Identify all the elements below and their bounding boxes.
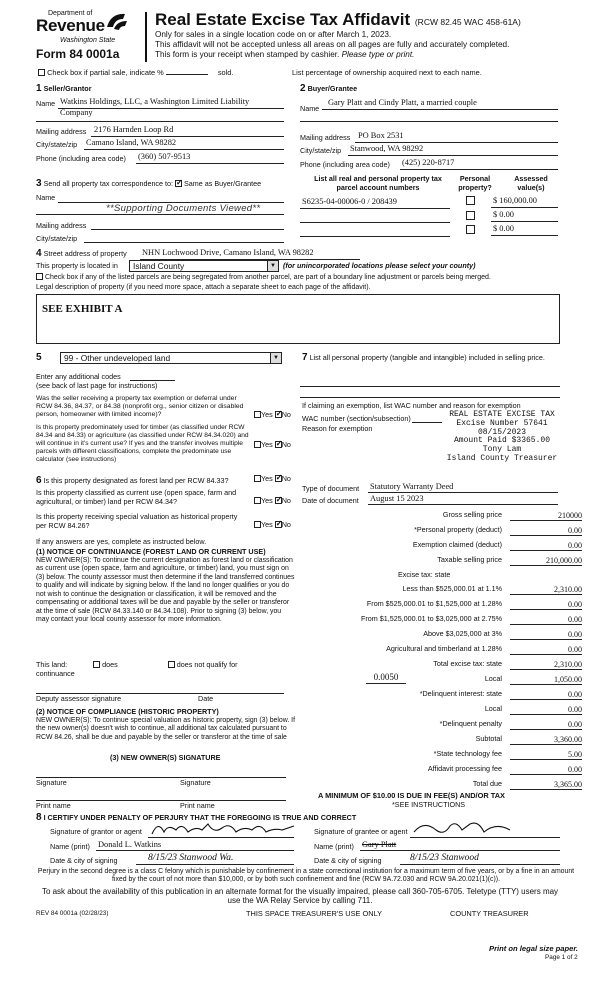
historic-yes-no: Yes ✓ No	[254, 521, 291, 530]
form-title: Real Estate Excise Tax Affidavit (RCW 82.45 WAC 458-61A)	[155, 10, 521, 29]
new-owner-signature-title: (3) NEW OWNER(S) SIGNATURE	[110, 753, 221, 762]
current-use-yes-checkbox[interactable]	[254, 497, 261, 504]
agency-logo-text: Revenue	[36, 16, 105, 35]
partial-sale-checkbox[interactable]	[38, 69, 45, 76]
buyer-name-line	[322, 109, 558, 110]
minimum-note: A MINIMUM OF $10.00 IS DUE IN FEE(S) AND/OR TAX	[318, 791, 505, 800]
seller-name-label: Name	[36, 99, 56, 108]
ownership-note: List percentage of ownership acquired next to each name.	[292, 68, 482, 77]
personal-property-header: Personal property?	[458, 174, 492, 192]
historic-no-checkbox[interactable]	[275, 521, 282, 528]
segregation-row: Check box if any of the listed parcels are being segregated from another parcel, are part of a boundary line adjustment or parcels being merged.	[36, 273, 491, 282]
tier-value[interactable]: 0.00	[510, 645, 582, 655]
tier-row: From $1,525,000.01 to $3,025,000 at 2.75% 0.00	[360, 614, 582, 624]
seller-name-2[interactable]: Company	[60, 108, 93, 117]
current-use-yes-no: Yes ✓ No	[254, 497, 291, 506]
county-select[interactable]: Island County ▼	[129, 260, 279, 272]
seller-city-line	[84, 149, 284, 150]
parcel-number[interactable]: S6235-04-00006-0 / 208439	[302, 197, 397, 206]
calc-value[interactable]: 0.00	[510, 705, 582, 715]
buyer-city-label: City/state/zip	[300, 146, 342, 155]
rev-number: REV 84 0001a (02/28/23)	[36, 910, 109, 917]
personal-property-checkbox-2[interactable]	[466, 211, 475, 220]
total-due[interactable]: 3,365.00	[510, 780, 582, 790]
see-instructions: *SEE INSTRUCTIONS	[392, 800, 466, 809]
tier-value[interactable]: 0.00	[510, 615, 582, 625]
reason-label: Reason for exemption	[302, 424, 373, 433]
land-use-select[interactable]: 99 - Other undeveloped land ▼	[60, 352, 282, 364]
supporting-docs-stamp: **Supporting Documents Viewed**	[106, 203, 261, 214]
seller-mailing-line	[91, 136, 284, 137]
grantor-name-label: Name (print)	[50, 842, 90, 851]
segregation-checkbox[interactable]	[36, 273, 43, 280]
stamp-line: Excise Number 57641	[456, 418, 548, 428]
notice-compliance-title: (2) NOTICE OF COMPLIANCE (HISTORIC PROPERTY)	[36, 707, 219, 716]
calc-row: *Delinquent penalty 0.00	[439, 719, 582, 729]
buyer-city-line	[348, 155, 558, 156]
calc-row: Gross selling price 210000	[442, 510, 582, 520]
stamp-line: Tony Lam	[482, 445, 522, 455]
doc-type-label: Type of document	[302, 484, 360, 493]
gross-selling-price[interactable]: 210000	[510, 511, 582, 521]
sec3-name-label: Name	[36, 193, 56, 202]
wac-line	[412, 422, 442, 423]
deputy-label: Deputy assessor signature	[36, 694, 122, 703]
stamp-line: REAL ESTATE EXCISE TAX	[449, 410, 555, 419]
buyer-mailing-line	[355, 142, 558, 143]
wac-number-label: WAC number (section/subsection)	[302, 414, 411, 423]
perjury-notice: Perjury in the second degree is a class C felony which is punishable by confinement in a state correctional institution for a maximum term of five years, or by a fine in an amount fixed by the court of not more than $10,000, or by both such confinement and fine (RCW 9A.72.030 and RCW 9A.20.021(1)(c)).	[37, 868, 575, 883]
does-not-qualify-checkbox[interactable]	[168, 661, 175, 668]
certify-heading: 8 I CERTIFY UNDER PENALTY OF PERJURY THAT THE FOREGOING IS TRUE AND CORRECT	[36, 812, 357, 823]
personal-property-checkbox-3[interactable]	[466, 225, 475, 234]
current-use-no-checkbox[interactable]	[275, 497, 282, 504]
header-line1: Only for sales in a single location code on or after March 1, 2023.	[155, 30, 392, 39]
parcel-line-1	[300, 208, 450, 209]
legal-paper-note: Print on legal size paper.	[489, 944, 579, 953]
grantee-signature-line	[410, 837, 560, 838]
seller-city[interactable]: Camano Island, WA 98282	[86, 138, 177, 147]
assessed-value-2[interactable]: $ 0.00	[493, 210, 514, 219]
legal-description-label: Legal description of property (if you need more space, attach a separate sheet to each page of the affidavit).	[36, 284, 371, 291]
tier-row: From $525,000.01 to $1,525,000 at 1.28% 0.00	[366, 599, 582, 609]
grantor-date-city[interactable]: 8/15/23 Stanwood Wa.	[148, 853, 234, 863]
doc-date[interactable]: August 15 2023	[370, 494, 424, 503]
exemption-no-checkbox[interactable]	[275, 411, 282, 418]
deputy-date-label: Date	[198, 694, 214, 703]
owner-signature-label-1: Signature	[36, 778, 67, 787]
county-treasurer-label: COUNTY TREASURER	[450, 909, 529, 918]
excise-state-label: Excise tax: state	[398, 570, 451, 579]
exemption-yes-checkbox[interactable]	[254, 411, 261, 418]
page-number: Page 1 of 2	[545, 954, 578, 961]
taxable-selling-price[interactable]: 210,000.00	[510, 556, 582, 566]
seller-mailing[interactable]: 2176 Harnden Loop Rd	[94, 125, 174, 134]
treasurer-use-label: THIS SPACE TREASURER'S USE ONLY	[246, 909, 383, 918]
notice-continuance-title: (1) NOTICE OF CONTINUANCE (FOREST LAND OR CURRENT USE)	[36, 547, 266, 556]
sec3-city-label: City/state/zip	[36, 234, 78, 243]
calc-row: *State technology fee 5.00	[433, 749, 582, 759]
tier-value[interactable]: 0.00	[510, 630, 582, 640]
sec3-mailing-line	[91, 229, 284, 230]
grantor-signature-label: Signature of grantor or agent	[50, 827, 142, 836]
dropdown-arrow-icon: ▼	[267, 261, 278, 271]
grantor-date-line	[136, 864, 294, 865]
sec3-mailing-label: Mailing address	[36, 221, 87, 230]
grantor-name[interactable]: Donald L. Watkins	[98, 840, 162, 849]
buyer-phone[interactable]: (425) 220-8717	[402, 158, 455, 167]
buyer-city[interactable]: Stanwood, WA 98292	[350, 144, 424, 153]
grantor-signature-line	[148, 837, 294, 838]
grantee-name[interactable]: Gary Platt	[362, 840, 397, 849]
seller-phone-label: Phone (including area code)	[36, 154, 126, 163]
calc-row: Taxable selling price 210,000.00	[437, 555, 582, 565]
exemption-deduct[interactable]: 0.00	[510, 541, 582, 551]
buyer-heading: 2 Buyer/Grantee	[300, 83, 358, 94]
subtotal[interactable]: 3,360.00	[510, 735, 582, 745]
grantor-name-line	[96, 850, 294, 851]
parcel-line-2	[300, 222, 450, 223]
local-rate[interactable]: 0.0050	[366, 672, 406, 684]
assessed-value-1[interactable]: $ 160,000.00	[493, 196, 537, 205]
header-divider	[145, 12, 147, 62]
county-note: (for unincorporated locations please select your county)	[283, 261, 476, 270]
correspondence-row: 3 Send all property tax correspondence to: ✓ Same as Buyer/Grantee	[36, 178, 261, 190]
treasurer-receipt-stamp	[440, 411, 564, 464]
tier-row: Less than $525,000.01 at 1.1% 2,310.00	[402, 584, 582, 594]
current-use-question: Is this property classified as current use (open space, farm and agricultural, or timber) land per RCW 84.34?	[36, 488, 237, 506]
forest-no-checkbox[interactable]	[275, 475, 282, 482]
seller-name[interactable]: Watkins Holdings, LLC, a Washington Limited Liability	[60, 97, 250, 106]
timber-question: Is this property predominately used for timber (as classified under RCW 84.34 and 84.33) or agriculture (as classified under RCW 84.34.020) and will continue in it's current use? If yes and the transfer involves multiple parcels with different classifications, complete the predominate use calculator (see instructions)	[36, 424, 249, 463]
calc-row: Local 0.00	[484, 704, 582, 714]
grantee-date-label: Date & city of signing	[314, 856, 382, 865]
owner-signature-label-2: Signature	[180, 778, 211, 787]
seller-name-line-2	[36, 121, 284, 122]
seller-heading: 1 Seller/Grantor	[36, 83, 92, 94]
assessed-value-header: Assessed value(s)	[514, 174, 548, 192]
seller-mailing-label: Mailing address	[36, 127, 87, 136]
tier-row: Agricultural and timberland at 1.28% 0.00	[386, 644, 582, 654]
doc-type[interactable]: Statutory Warranty Deed	[370, 482, 454, 491]
calc-row: Affidavit processing fee 0.00	[427, 764, 582, 774]
continuance-label: continuance	[36, 669, 75, 678]
this-land-row: This land: does does not qualify for	[36, 660, 238, 669]
calc-row: Total due 3,365.00	[472, 779, 582, 789]
seller-phone-line	[136, 163, 284, 164]
owner-signature-line	[36, 777, 286, 778]
buyer-mailing[interactable]: PO Box 2531	[358, 131, 404, 140]
exemption-yes-no: Yes ✓ No	[254, 411, 291, 420]
codes-note: (see back of last page for instructions)	[36, 381, 158, 390]
additional-codes-label: Enter any additional codes	[36, 372, 121, 381]
located-in-label: This property is located in	[36, 261, 118, 270]
historic-question: Is this property receiving special valuation as historical property per RCW 84.26?	[36, 512, 238, 530]
parcel-line-3	[300, 236, 450, 237]
personal-property-label: 7 List all personal property (tangible and intangible) included in selling price.	[302, 352, 545, 363]
sec7-line-1	[300, 386, 560, 387]
calc-value[interactable]: 0.00	[510, 690, 582, 700]
stamp-line: Island County Treasurer	[446, 453, 558, 463]
owner-print-label-2: Print name	[180, 801, 215, 810]
doc-date-label: Date of document	[302, 496, 359, 505]
grantee-name-line	[360, 850, 560, 851]
timber-yes-no: Yes ✓ No	[254, 441, 291, 450]
local-excise[interactable]: 1,050.00	[510, 675, 582, 685]
assessed-line-3	[491, 235, 558, 236]
revenue-logo-icon	[103, 11, 129, 33]
grantor-date-label: Date & city of signing	[50, 856, 118, 865]
tier-row: Above $3,025,000 at 3% 0.00	[423, 629, 582, 639]
header-line2: This affidavit will not be accepted unless all areas on all pages are fully and accurately completed.	[155, 40, 510, 49]
exemption-claim-label: If claiming an exemption, list WAC number and reason for exemption	[302, 401, 521, 410]
stamp-line: 08/15/2023	[477, 427, 526, 437]
calc-value[interactable]: 0.00	[510, 720, 582, 730]
buyer-name[interactable]: Gary Platt and Cindy Platt, a married couple	[328, 98, 477, 107]
tier-value[interactable]: 0.00	[510, 600, 582, 610]
local-row: Local 1,050.00	[484, 674, 582, 684]
section-5-number: 5	[36, 352, 42, 363]
calc-row: Subtotal 3,360.00	[475, 734, 582, 744]
forest-yes-no: Yes ✓ No	[254, 475, 291, 484]
header-line3: This form is your receipt when stamped by cashier. Please type or print.	[155, 50, 415, 59]
doc-type-line	[368, 492, 558, 493]
buyer-phone-label: Phone (including area code)	[300, 160, 390, 169]
seller-phone[interactable]: (360) 507-9513	[138, 152, 191, 161]
sec3-city-line	[84, 242, 284, 243]
form-number: Form 84 0001a	[36, 47, 120, 61]
legal-description: SEE EXHIBIT A	[42, 303, 123, 315]
sec3-name-line-2	[36, 214, 284, 215]
calc-row: Exemption claimed (deduct) 0.00	[412, 540, 582, 550]
assessed-line-1	[491, 207, 558, 208]
partial-sale-row: Check box if partial sale, indicate % sold.	[38, 69, 233, 78]
accessibility-note: To ask about the availability of this publication in an alternate format for the visually impaired, please call 360-705-6705. Teletype (TTY) users may use the WA Relay Service by calling 711.	[41, 887, 559, 906]
dept-label: Department of	[48, 10, 93, 17]
grantee-date-city[interactable]: 8/15/23 Stanwood	[410, 853, 479, 863]
exemption-question: Was the seller receiving a property tax exemption or deferral under RCW 84.36, 84.37, or 84.38 (nonprofit org., senior citizen or disabled person, homeowner with limited income)?	[36, 395, 244, 419]
doc-date-line	[368, 504, 558, 505]
grantee-date-line	[400, 864, 560, 865]
owner-print-line	[36, 800, 286, 801]
state-label: Washington State	[60, 37, 116, 44]
parcels-header: List all real and personal property tax parcel account numbers	[314, 174, 442, 192]
seller-city-label: City/state/zip	[36, 140, 78, 149]
timber-yes-checkbox[interactable]	[254, 441, 261, 448]
personal-property-deduct[interactable]: 0.00	[510, 526, 582, 536]
street-address-label: 4 Street address of property	[36, 248, 127, 259]
buyer-name-label: Name	[300, 104, 320, 113]
processing-fee[interactable]: 0.00	[510, 765, 582, 775]
forest-yes-checkbox[interactable]	[254, 475, 261, 482]
notice-compliance-body: NEW OWNER(S): To continue special valuation as historic property, sign (3) below. If the new owner(s) doesn't wish to continue, all additional tax calculated pursuant to RCW 84.26, shall be due and payable by the seller or transferor at the time of sale	[36, 717, 296, 741]
grantee-signature-label: Signature of grantee or agent	[314, 827, 408, 836]
forest-question: 6 Is this property designated as forest land per RCW 84.33?	[36, 475, 229, 486]
tier-value[interactable]: 2,310.00	[510, 585, 582, 595]
calc-row: *Personal property (deduct) 0.00	[414, 525, 582, 535]
tier-row: Total excise tax: state 2,310.00	[433, 659, 582, 669]
grantee-name-label: Name (print)	[314, 842, 354, 851]
street-address[interactable]: NHN Lochwood Drive, Camano Island, WA 98282	[142, 248, 314, 257]
notice-continuance-body: NEW OWNER(S): To continue the current designation as forest land or classification as current use (open space, farm and agriculture, or timber) land, you must sign on (3) below. The county assessor must then determine if the land transferred continues to qualify and will indicate by signing below. If the land no longer qualifies or you do not wish to continue the designation or classification, it will be removed and the compensating or additional taxes will be due and payable by the seller or transferor at the time of sale (RCW 84.33.140 or 84.34.108). Prior to signing (3) below, you may contact your local county assessor for more information.	[36, 557, 295, 623]
historic-yes-checkbox[interactable]	[254, 521, 261, 528]
same-as-buyer-checkbox[interactable]	[175, 180, 182, 187]
buyer-mailing-label: Mailing address	[300, 133, 351, 142]
timber-no-checkbox[interactable]	[275, 441, 282, 448]
owner-print-label-1: Print name	[36, 801, 71, 810]
buyer-phone-line	[400, 169, 558, 170]
stamp-line: Amount Paid $3365.00	[453, 436, 550, 446]
buyer-name-line-2	[300, 121, 558, 122]
assessed-value-3[interactable]: $ 0.00	[493, 224, 514, 233]
total-excise-state[interactable]: 2,310.00	[510, 660, 582, 670]
technology-fee[interactable]: 5.00	[510, 750, 582, 760]
does-qualify-checkbox[interactable]	[93, 661, 100, 668]
sec7-line-2	[300, 397, 560, 398]
calc-row: *Delinquent interest: state 0.00	[419, 689, 582, 699]
personal-property-checkbox-1[interactable]	[466, 196, 475, 205]
assessed-line-2	[491, 221, 558, 222]
legal-description-box[interactable]	[36, 294, 560, 344]
dropdown-arrow-icon: ▼	[270, 353, 281, 363]
if-yes-note: If any answers are yes, complete as instructed below.	[36, 537, 207, 546]
